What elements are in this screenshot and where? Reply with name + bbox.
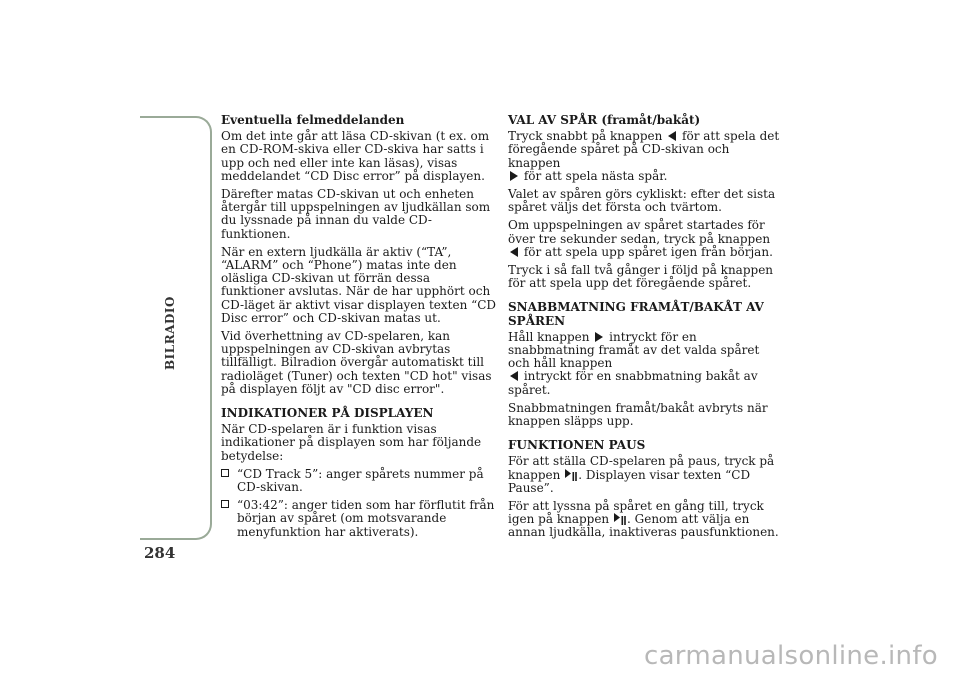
paragraph (508, 455, 780, 495)
next-track-icon (510, 171, 518, 181)
paragraph (508, 219, 780, 259)
text-run: intryckt för en snabbmatning bakåt av spåret. (508, 369, 758, 397)
paragraph (508, 130, 780, 183)
previous-track-icon (668, 131, 676, 141)
checkbox-bullet-icon (221, 500, 229, 508)
section-heading-display-indications: INDIKATIONER PÅ DISPLAYEN (221, 406, 434, 421)
watermark-link[interactable]: carmanualsonline.info (643, 641, 938, 671)
paragraph: Om det inte går att läsa CD-skivan (t ex. om en CD-ROM-skiva eller CD-skiva har satts i upp och ned eller inte kan läsas), visas meddelandet “CD Disc error” på displayen. (221, 129, 490, 183)
text-run: intryckt för en snabbmatning framåt av det valda spåret och håll knappen (508, 329, 760, 371)
section-heading-fast-forward-rewind: SNABBMATNING FRAMÅT/BAKÅT AV SPÅREN (508, 300, 764, 328)
list-item (221, 499, 497, 539)
text-run: . Displayen visar texten “CD Pause”. (508, 467, 751, 495)
paragraph: Snabbmatningen framåt/bakåt avbryts när knappen släpps upp. (508, 400, 768, 429)
page-number: 284 (144, 544, 176, 562)
text-run: Tryck snabbt på knappen (508, 129, 663, 144)
text-run: För att ställa CD-spelaren på paus, tryck på knappen (508, 454, 775, 482)
paragraph: När CD-spelaren är i funktion visas indikationer på displayen som har följande betydelse: (221, 422, 482, 463)
paragraph: När en extern ljudkälla är aktiv (“TA”, “ALARM” och “Phone”) matas inte den oläsliga CD-skivan ut förrän dessa funktioner avslutas. När de har upphört och CD-läget är aktivt visar displayen texten “CD Disc error” och CD-skivan matas ut. (221, 244, 497, 325)
checkbox-bullet-icon (221, 469, 229, 477)
section-heading-error-messages: Eventuella felmeddelanden (221, 113, 405, 127)
paragraph (508, 500, 780, 540)
paragraph: Tryck i så fall två gånger i följd på knappen för att spela upp det föregående spåret. (508, 263, 774, 291)
next-track-icon (595, 332, 603, 342)
text-run: Om uppspelningen av spåret startades för över tre sekunder sedan, tryck på knappen (508, 218, 771, 246)
paragraph (508, 331, 780, 397)
paragraph: Vid överhettning av CD-spelaren, kan uppspelningen av CD-skivan avbrytas tillfälligt. Bilradion övergår automatiskt till radioläget (Tuner) och texten "CD hot" visas på displayen följt av "CD disc error". (221, 329, 492, 396)
text-run: Håll knappen (508, 329, 590, 344)
list-item (221, 468, 497, 494)
play-pause-icon (614, 513, 626, 525)
play-pause-icon (565, 469, 577, 481)
text-run: för att spela det föregående spåret på CD-skivan och knappen (508, 129, 780, 170)
previous-track-icon (510, 247, 518, 257)
list-item-text: “03:42”: anger tiden som har förflutit från början av spåret (om motsvarande menyfunktion har aktiverats). (237, 498, 495, 539)
text-run: för att spela upp spåret igen från början. (523, 244, 773, 259)
left-column (221, 114, 497, 544)
chapter-label: BILRADIO (163, 296, 177, 370)
previous-track-icon (510, 371, 518, 381)
paragraph: Därefter matas CD-skivan ut och enheten återgår till uppspelningen av ljudkällan som du lyssnade på innan du valde CD-funktionen. (221, 187, 491, 241)
text-run: För att lyssna på spåret en gång till, tryck igen på knappen (508, 499, 764, 527)
section-heading-pause-function: FUNKTIONEN PAUS (508, 438, 646, 453)
paragraph: Valet av spåren görs cykliskt: efter det sista spåret väljs det första och tvärtom. (508, 187, 776, 215)
bullet-list (221, 468, 497, 539)
section-heading-track-selection: VAL AV SPÅR (framåt/bakåt) (508, 113, 701, 127)
text-run: . Genom att välja en annan ljudkälla, inaktiveras pausfunktionen. (508, 512, 779, 540)
list-item-text: “CD Track 5”: anger spårets nummer på CD-skivan. (237, 466, 484, 495)
text-run: för att spela nästa spår. (523, 168, 668, 183)
right-column (508, 114, 780, 545)
